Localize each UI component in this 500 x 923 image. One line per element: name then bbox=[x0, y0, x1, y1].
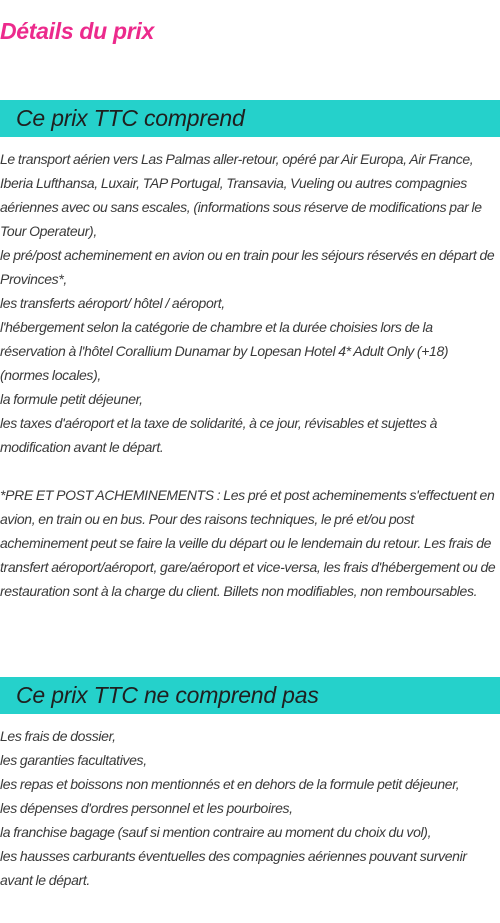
includes-item: les taxes d'aéroport et la taxe de solidarité, à ce jour, révisables et sujettes à modification avant le départ. bbox=[0, 415, 438, 455]
page-title: Détails du prix bbox=[0, 18, 154, 44]
includes-section-header bbox=[0, 100, 500, 137]
acheminement-note bbox=[0, 483, 500, 603]
excludes-item: les garanties facultatives, bbox=[0, 752, 147, 768]
excludes-section-header bbox=[0, 677, 500, 714]
includes-item: l'hébergement selon la catégorie de chambre et la durée choisies lors de la réservation à l'hôtel Corallium Dunamar by Lopesan Hotel 4* Adult Only (+18) (normes locales), bbox=[0, 319, 449, 383]
includes-item: Le transport aérien vers Las Palmas aller-retour, opéré par Air Europa, Air France, Iberia Lufthansa, Luxair, TAP Portugal, Transavia, Vueling ou autres compagnies aériennes avec ou sans escales, (informations sous réserve de modifications par le Tour Operateur), bbox=[0, 151, 482, 239]
excludes-item: les dépenses d'ordres personnel et les pourboires, bbox=[0, 800, 293, 816]
includes-heading: Ce prix TTC comprend bbox=[16, 105, 245, 131]
includes-item: les transferts aéroport/ hôtel / aéroport, bbox=[0, 295, 225, 311]
excludes-heading: Ce prix TTC ne comprend pas bbox=[16, 682, 319, 708]
excludes-item: les hausses carburants éventuelles des compagnies aériennes pouvant survenir avant le départ. bbox=[0, 848, 467, 888]
includes-list bbox=[0, 147, 500, 459]
excludes-item: Les frais de dossier, bbox=[0, 728, 116, 744]
acheminement-note-text: *PRE ET POST ACHEMINEMENTS : Les pré et post acheminements s'effectuent en avion, en train ou en bus. Pour des raisons techniques, le pré et/ou post acheminement peut se faire la veille du départ ou le lendemain du retour. Les frais de transfert aéroport/aéroport, gare/aéroport et vice-versa, les frais d'hébergement ou de restauration sont à la charge du client. Billets non modifiables, non remboursables. bbox=[0, 487, 496, 599]
excludes-item: la franchise bagage (sauf si mention contraire au moment du choix du vol), bbox=[0, 824, 432, 840]
excludes-item: les repas et boissons non mentionnés et en dehors de la formule petit déjeuner, bbox=[0, 776, 460, 792]
includes-item: la formule petit déjeuner, bbox=[0, 391, 143, 407]
includes-item: le pré/post acheminement en avion ou en train pour les séjours réservés en départ de Provinces*, bbox=[0, 247, 495, 287]
excludes-list bbox=[0, 724, 500, 892]
